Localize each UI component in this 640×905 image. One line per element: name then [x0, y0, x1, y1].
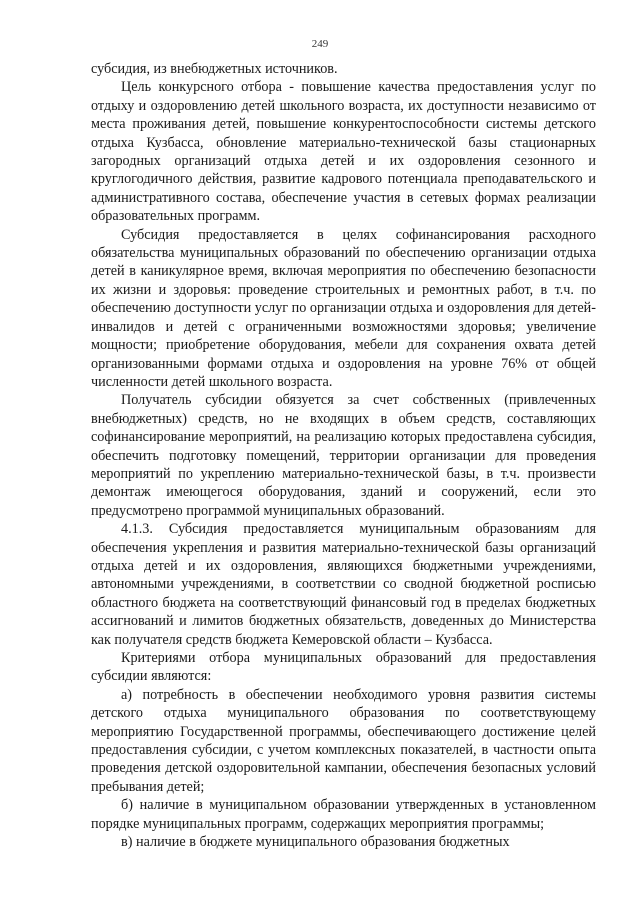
document-body [91, 60, 596, 851]
list-item: в) наличие в бюджете муниципального образования бюджетных [121, 834, 510, 851]
list-item: б) наличие в муниципальном образовании утвержденных в установленном порядке муниципальных программ, содержащих мероприятия программы; [91, 797, 596, 832]
paragraph: Субсидия предоставляется в целях софинансирования расходного обязательства муниципальных образований по обеспечению организации отдыха детей в каникулярное время, включая мероприятия по обеспечению безопасности их жизни и здоровья: проведение строительных и ремонтных работ, в т.ч. по обеспечению доступности услуг по организации отдыха и оздоровления для детей-инвалидов и детей с ограниченными возможностями здоровья; увеличение мощности; приобретение оборудования, мебели для сохранения охвата детей организованными формами отдыха и оздоровления на уровне 76% от общей численности детей школьного возраста. [91, 226, 596, 390]
paragraph: субсидия, из внебюджетных источников. [91, 61, 338, 77]
paragraph: 4.1.3. Субсидия предоставляется муниципальным образованиям для обеспечения укрепления и развития материально-технической базы организаций отдыха детей и их оздоровления, являющихся бюджетными учреждениями, автономными учреждениями, в соответствии со сводной бюджетной росписью областного бюджета на соответствующий финансовый год в пределах бюджетных ассигнований и лимитов бюджетных обязательств, доведенных до Министерства как получателя средств бюджета Кемеровской области – Кузбасса. [91, 521, 596, 648]
page-number: 249 [311, 38, 329, 50]
paragraph: Критериями отбора муниципальных образований для предоставления субсидии являются: [91, 650, 596, 685]
paragraph: Цель конкурсного отбора - повышение качества предоставления услуг по отдыху и оздоровлению детей школьного возраста, их доступности независимо от места проживания детей, повышение конкурентоспособности системы детского отдыха Кузбасса, обновление материально-технической базы стационарных загородных организаций отдыха детей и их оздоровления сезонного и круглогодичного действия, развитие кадрового потенциала преподавательского и административного состава, обеспечение участия в сетевых формах реализации образовательных программ. [91, 79, 596, 225]
paragraph: Получатель субсидии обязуется за счет собственных (привлеченных внебюджетных) средств, но не входящих в объем средств, составляющих софинансирование мероприятий, на реализацию которых предоставлена субсидия, обеспечить подготовку помещений, территории организации для проведения мероприятий по укреплению материально-технической базы, в т.ч. произвести демонтаж имеющегося оборудования, зданий и сооружений, если это предусмотрено программой муниципальных образований. [91, 392, 596, 519]
list-item: а) потребность в обеспечении необходимого уровня развития системы детского отдыха муниципального образования по соответствующему мероприятию Государственной программы, обеспечивающего достижение целей предоставления субсидии, с учетом комплексных показателей, в частности опыта проведения детской оздоровительной кампании, обеспечения безопасных условий пребывания детей; [91, 686, 596, 795]
